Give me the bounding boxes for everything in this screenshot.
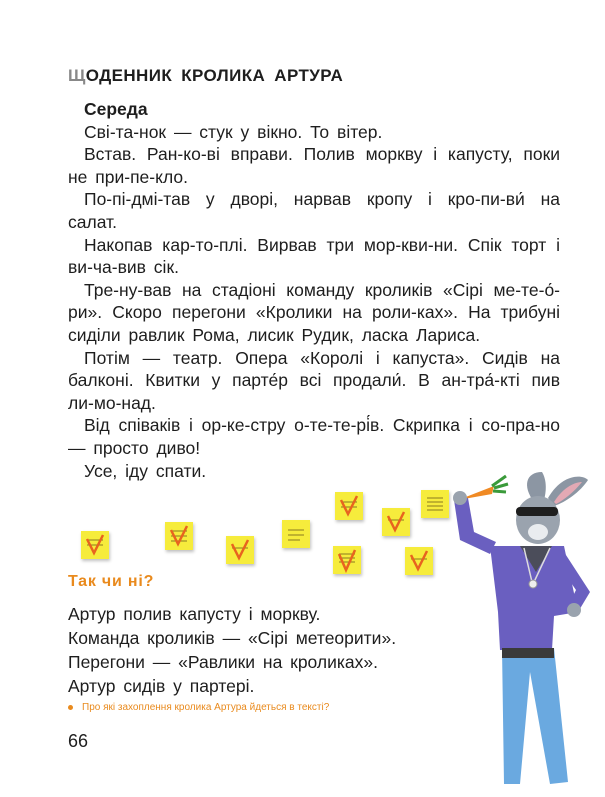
sticky-note-icon — [165, 522, 193, 550]
statement-item: Артур сидів у партері. — [68, 676, 255, 696]
diary-paragraph: Потім — театр. Опера «Королі і капуста». Сидів на балконі. Квитки у парте́р всі продали́. В ан-тра́-кті пив ли-мо-над. — [68, 347, 560, 413]
diary-paragraph: Сві-та-нок — стук у вікно. То вітер. — [84, 121, 383, 142]
statement-item: Перегони — «Равлики на кроликах». — [68, 652, 379, 672]
title-first-letter: Щ — [68, 66, 86, 85]
diary-paragraph: Тре-ну-вав на стадіоні команду кроликів «Сірі ме-те-о́-ри». Скоро перегони «Кролики на роли-ках». На трибуні сиділи равлик Рома, лисик Рудик, ласка Лариса. — [68, 279, 560, 345]
checkmark-icon — [81, 531, 109, 559]
page-number: 66 — [68, 731, 89, 751]
hint — [68, 702, 329, 713]
hint-text: Про які захоплення кролика Артура йдеться в тексті? — [82, 702, 330, 713]
title-rest: ОДЕННИК КРОЛИКА АРТУРА — [85, 66, 344, 85]
sticky-note-icon — [226, 536, 254, 564]
sticky-note-icon — [382, 508, 410, 536]
sticky-note-icon — [335, 492, 363, 520]
checkmark-icon — [335, 492, 363, 520]
sticky-note-icon — [405, 547, 433, 575]
diary-day: Середа — [84, 99, 148, 119]
diary-paragraph: Встав. Ран-ко-ві вправи. Полив моркву і капусту, поки не при-пе-кло. — [68, 144, 560, 187]
statement-item: Команда кроликів — «Сірі метеорити». — [68, 628, 397, 648]
page-title — [68, 66, 343, 86]
checkmark-icon — [405, 547, 433, 575]
checkmark-icon — [165, 522, 193, 550]
question-title: Так чи ні? — [68, 573, 155, 590]
diary-paragraph: Від співаків і ор-ке-стру о-те-те-рі́в. Скрипка і со-пра-но — просто диво! — [68, 415, 560, 458]
diary-paragraph: Накопав кар-то-плі. Вирвав три мор-кви-ни. Спік торт і ви-ча-вив сік. — [68, 234, 560, 278]
sticky-note-icon — [81, 531, 109, 559]
diary-paragraph: Усе, іду спати. — [84, 460, 207, 481]
checkmark-icon — [382, 508, 410, 536]
sticky-note-icon — [421, 490, 449, 518]
sticky-note-icon — [282, 520, 310, 548]
rabbit-illustration — [450, 462, 605, 787]
diary-paragraph: По-пі-дмі-тав у дворі, нарвав кропу і кро-пи-ви́ на салат. — [68, 189, 560, 232]
checkmark-icon — [226, 536, 254, 564]
sticky-note-icon — [333, 546, 361, 574]
checkmark-icon — [333, 546, 361, 574]
statements-list — [68, 602, 396, 698]
bullet-icon — [68, 705, 73, 710]
diary-text — [68, 98, 560, 482]
statement-item: Артур полив капусту і моркву. — [68, 604, 321, 624]
